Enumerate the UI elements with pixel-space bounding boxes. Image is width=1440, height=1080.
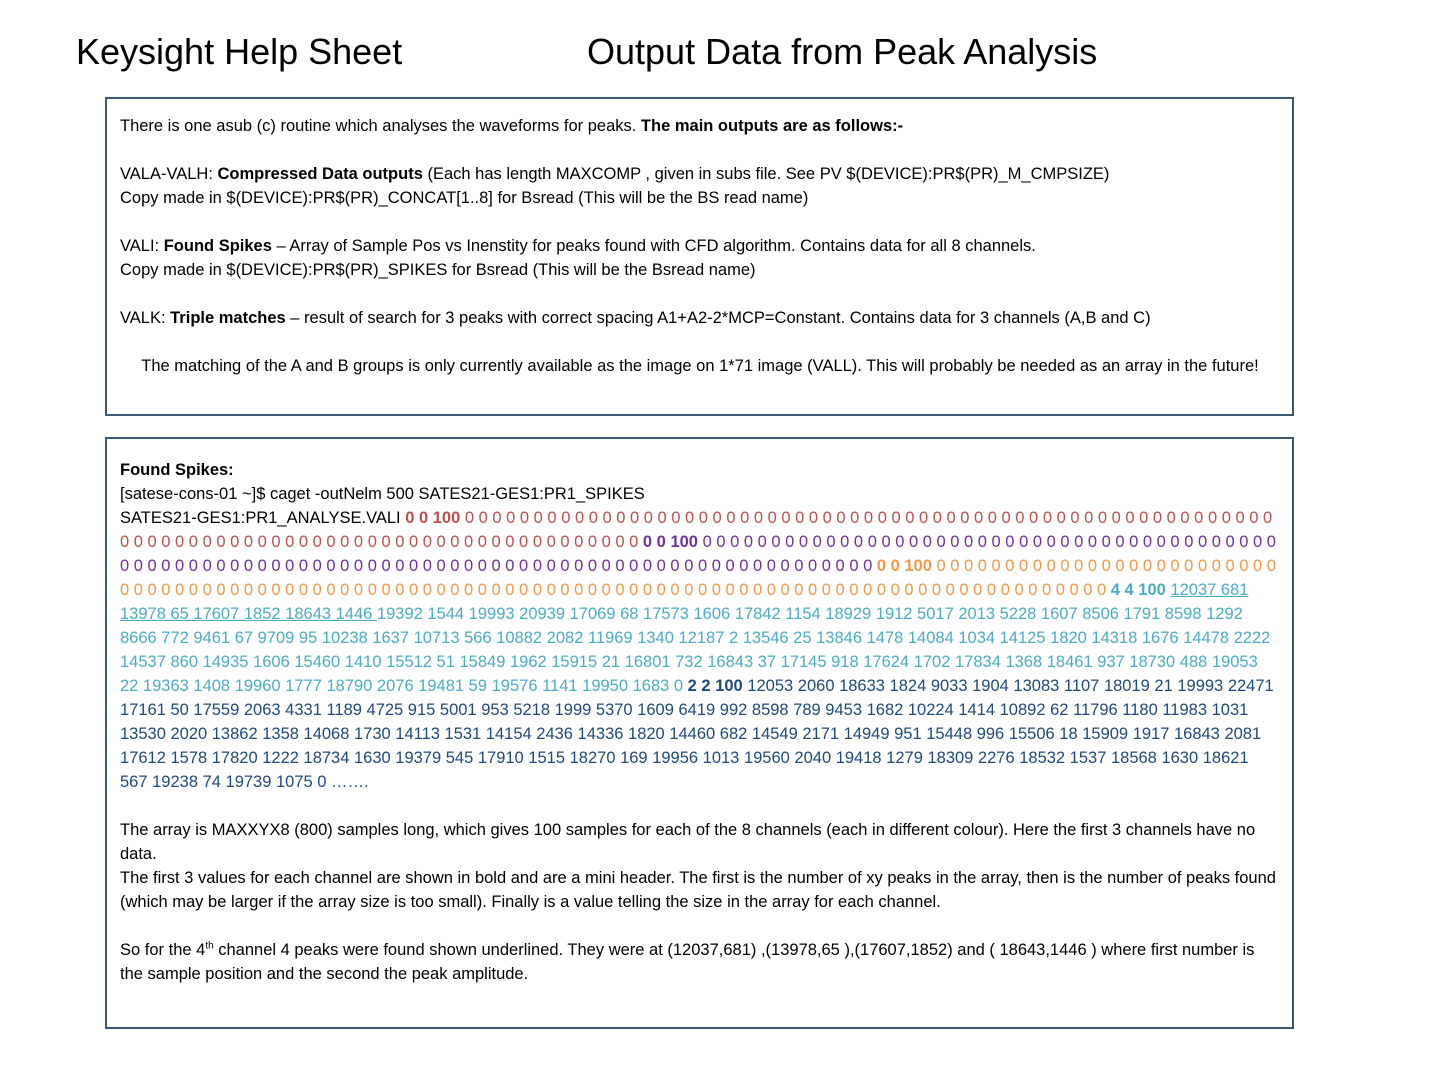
vali-rest: – Array of Sample Pos vs Inenstity for peaks found with CFD algorithm. Contains data for all 8 channels. xyxy=(271,237,1036,255)
vala-prefix: VALA-VALH: xyxy=(120,165,218,183)
vali-prefix: VALI: xyxy=(120,237,164,255)
channel1-header: 0 0 100 xyxy=(405,509,461,527)
vala-line xyxy=(120,162,1280,186)
matching-note: The matching of the A and B groups is only currently available as the image on 1*71 image (VALL). This will probably be needed as an array in the future! xyxy=(141,357,1259,375)
vali-line xyxy=(120,234,1280,258)
vala-copy: Copy made in $(DEVICE):PR$(PR)_CONCAT[1..8] for Bsread (This will be the BS read name) xyxy=(120,189,809,207)
channel2-header: 0 0 100 xyxy=(642,533,698,551)
channel4-peaks-underlined: 12037 681 13978 65 17607 1852 18643 1446 xyxy=(120,581,1249,623)
channel4-header: 4 4 100 xyxy=(1110,581,1166,599)
vali-copy: Copy made in $(DEVICE):PR$(PR)_SPIKES for Bsread (This will be the Bsread name) xyxy=(120,261,756,279)
spikes-heading xyxy=(120,458,1280,482)
explain3-b: channel 4 peaks were found shown underlined. They were at (12037,681) ,(13978,65 ),(17607,1852) and ( 18643,1446 ) where first number is the sample position and the second the peak amplitude. xyxy=(120,941,1255,983)
vala-rest: (Each has length MAXCOMP , given in subs file. See PV $(DEVICE):PR$(PR)_M_CMPSIZE) xyxy=(422,165,1110,183)
valk-bold: Triple matches xyxy=(170,309,286,327)
valk-prefix: VALK: xyxy=(120,309,171,327)
channel3-data: 0 0 0 0 0 0 0 0 0 0 0 0 0 0 0 0 0 0 0 0 0 0 0 0 0 0 0 0 0 0 0 0 0 0 0 0 0 0 0 0 0 0 0 0 0 0 0 0 0 0 0 0 0 0 0 0 0 0 0 0 0 0 0 0 0 0 0 0 0 0 0 0 0 0 0 0 0 0 0 0 0 0 0 0 0 0 0 0 0 0 0 0 0 0 0 0 0 xyxy=(120,557,1276,599)
page-title-left: Keysight Help Sheet xyxy=(76,31,403,72)
channel5-data: 12053 2060 18633 1824 9033 1904 13083 1107 18019 21 19993 22471 17161 50 17559 2063 4331 1189 4725 915 5001 953 5218 1999 5370 1609 6419 992 8598 789 9453 1682 10224 1414 10892 62 11796 1180 11983 1031 13530 2020 13862 1358 14068 1730 14113 1531 14154 2436 14336 1820 14460 682 14549 2171 14949 951 15448 996 15506 18 15909 1917 16843 2081 17612 1578 17820 1222 18734 1630 19379 545 17910 1515 18270 169 19956 1013 19560 2040 19418 1279 18309 2276 18532 1537 18568 1630 18621 567 19238 74 19739 1075 0 ……. xyxy=(120,677,1274,791)
vala-bold: Compressed Data outputs xyxy=(217,165,423,183)
caget-command: [satese-cons-01 ~]$ caget -outNelm 500 SATES21-GES1:PR1_SPIKES xyxy=(120,485,645,503)
intro-line xyxy=(120,114,1280,138)
explain-array-length: The array is MAXXYX8 (800) samples long, which gives 100 samples for each of the 8 channels (each in different colour). Here the first 3 channels have no data. xyxy=(120,821,1256,863)
spikes-box xyxy=(105,437,1294,1029)
valk-rest: – result of search for 3 peaks with correct spacing A1+A2-2*MCP=Constant. Contains data for 3 channels (A,B and C) xyxy=(285,309,1151,327)
channel2-data: 0 0 0 0 0 0 0 0 0 0 0 0 0 0 0 0 0 0 0 0 0 0 0 0 0 0 0 0 0 0 0 0 0 0 0 0 0 0 0 0 0 0 0 0 0 0 0 0 0 0 0 0 0 0 0 0 0 0 0 0 0 0 0 0 0 0 0 0 0 0 0 0 0 0 0 0 0 0 0 0 0 0 0 0 0 0 0 0 0 0 0 0 0 0 0 0 0 xyxy=(120,533,1276,575)
pv-name: SATES21-GES1:PR1_ANALYSE.VALI xyxy=(120,509,406,527)
valk-line xyxy=(120,306,1280,330)
intro-text: There is one asub (c) routine which analyses the waveforms for peaks. xyxy=(120,117,641,135)
explain3-a: So for the 4 xyxy=(120,941,206,959)
explain-channel4 xyxy=(120,938,1280,986)
channel3-header: 0 0 100 xyxy=(876,557,932,575)
page-title-right: Output Data from Peak Analysis xyxy=(587,31,1098,72)
channel4-data: 19392 1544 19993 20939 17069 68 17573 1606 17842 1154 18929 1912 5017 2013 5228 1607 8506 1791 8598 1292 8666 772 9461 67 9709 95 10238 1637 10713 566 10882 2082 11969 1340 12187 2 13546 25 13846 1478 14084 1034 14125 1820 14318 1676 14478 2222 14537 860 14935 1606 15460 1410 15512 51 15849 1962 15915 21 16801 732 16843 37 17145 918 17624 1702 17834 1368 18461 937 18730 488 19053 22 19363 1408 19960 1777 18790 2076 19481 59 19576 1141 19950 1683 0 xyxy=(120,605,1271,695)
spikes-array xyxy=(120,506,1280,794)
intro-box xyxy=(105,97,1294,416)
explain-mini-header: The first 3 values for each channel are shown in bold and are a mini header. The first is the number of xy peaks in the array, then is the number of peaks found (which may be larger if the array size is too small). Finally is a value telling the size in the array for each channel. xyxy=(120,869,1276,911)
intro-bold: The main outputs are as follows:- xyxy=(640,117,904,135)
explain3-sup: th xyxy=(205,940,214,952)
spikes-heading-text: Found Spikes: xyxy=(120,461,234,479)
channel5-header: 2 2 100 xyxy=(687,677,743,695)
vali-bold: Found Spikes xyxy=(163,237,272,255)
channel1-data: 0 0 0 0 0 0 0 0 0 0 0 0 0 0 0 0 0 0 0 0 0 0 0 0 0 0 0 0 0 0 0 0 0 0 0 0 0 0 0 0 0 0 0 0 0 0 0 0 0 0 0 0 0 0 0 0 0 0 0 0 0 0 0 0 0 0 0 0 0 0 0 0 0 0 0 0 0 0 0 0 0 0 0 0 0 0 0 0 0 0 0 0 0 0 0 0 0 xyxy=(120,509,1273,551)
